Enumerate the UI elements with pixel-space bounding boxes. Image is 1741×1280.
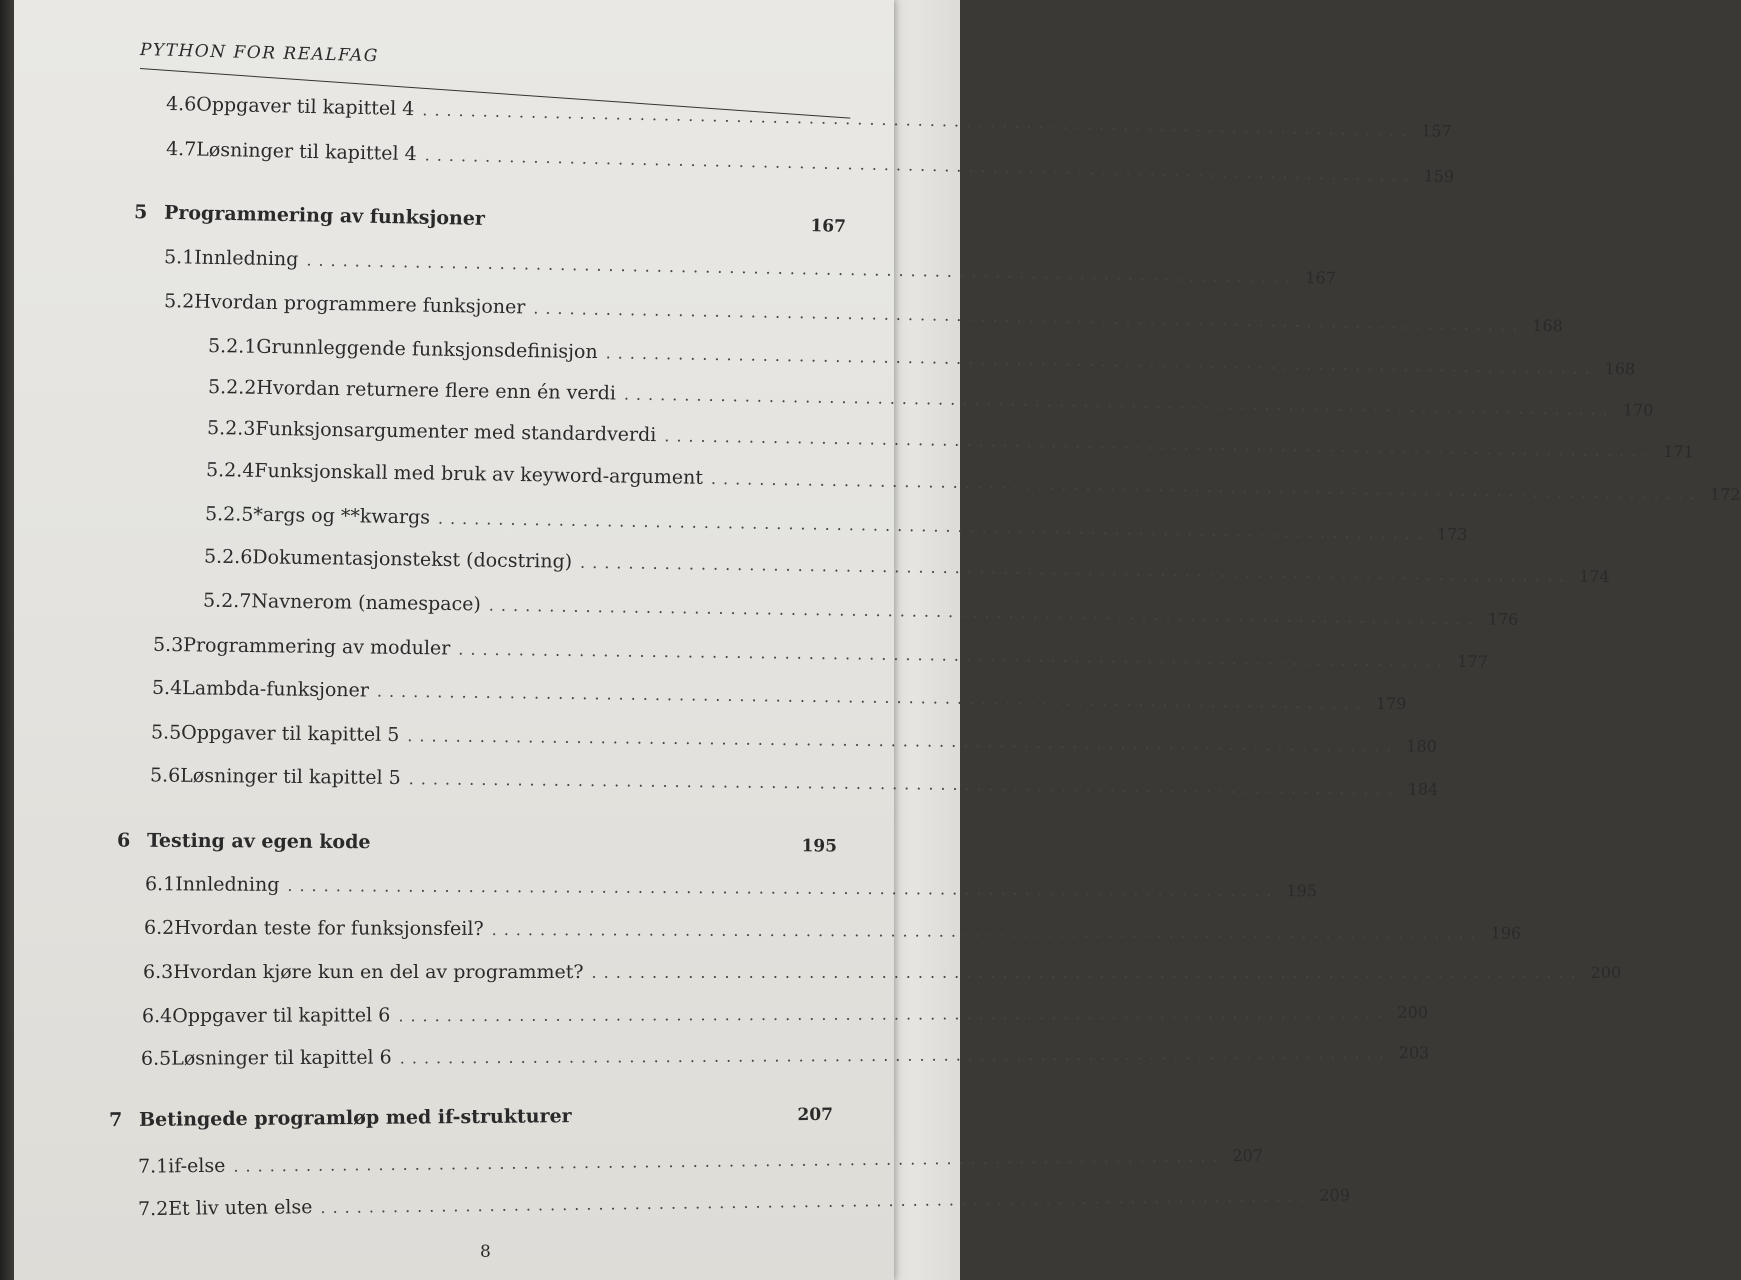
toc-entry xyxy=(137,1145,1264,1178)
toc-chapter-number: 6 xyxy=(116,829,131,852)
toc-entry xyxy=(143,916,1522,943)
toc-entry-number: 5.2.6 xyxy=(203,545,253,569)
toc-entry-title: if-else xyxy=(168,1154,226,1178)
toc-entry-number: 5.2.5 xyxy=(204,503,254,526)
toc-entry xyxy=(152,633,1488,672)
toc-entry-page: 171 xyxy=(1663,441,1694,462)
toc-entry-title: Hvordan returnere flere enn én verdi xyxy=(256,376,617,405)
toc-entry-page: 159 xyxy=(1423,166,1455,186)
toc-entry-number: 5.5 xyxy=(150,721,182,744)
toc-leader-dots: .................................................................................. xyxy=(287,875,1279,901)
toc-entry-title: Lambda-funksjoner xyxy=(182,677,370,702)
toc-leader-dots: .................................................................................. xyxy=(579,552,1572,586)
toc-leader-dots: .................................................................................. xyxy=(623,384,1616,420)
toc-entry-title: *args og **kwargs xyxy=(253,503,431,529)
toc-leader-dots: .................................................................................. xyxy=(422,100,1414,141)
toc-entry-page: 168 xyxy=(1604,358,1636,379)
toc-leader-dots: .................................................................................. xyxy=(408,769,1400,799)
toc-entry-number: 5.2.4 xyxy=(205,459,255,482)
toc-leader-dots: .................................................................................. xyxy=(407,726,1399,756)
toc-entry-page: 174 xyxy=(1578,566,1610,587)
toc-entry-title: Et liv uten else xyxy=(168,1196,313,1220)
toc-leader-dots: .................................................................................. xyxy=(376,681,1369,713)
toc-chapter-title: Testing av egen kode xyxy=(146,829,371,854)
toc-chapter-title: Programmering av funksjoner xyxy=(163,201,486,230)
toc-entry xyxy=(137,1185,1351,1221)
toc-entry-number: 5.4 xyxy=(151,676,183,700)
toc-entry xyxy=(144,873,1318,901)
toc-entry xyxy=(151,676,1407,714)
toc-entry-number: 5.3 xyxy=(152,633,184,657)
toc-subentry xyxy=(207,335,1636,379)
toc-entry-page: 180 xyxy=(1406,736,1437,756)
book-page xyxy=(14,0,1741,1280)
toc-subentry xyxy=(207,376,1654,420)
table-of-contents xyxy=(14,0,1741,1280)
page-number: 8 xyxy=(480,1242,491,1262)
toc-entry-title: Innledning xyxy=(194,246,299,271)
toc-entry-title: Grunnleggende funksjonsdefinisjon xyxy=(256,335,598,364)
toc-leader-dots: .................................................................................. xyxy=(437,508,1430,544)
toc-entry-page: 203 xyxy=(1398,1043,1430,1063)
toc-entry xyxy=(143,961,1622,983)
toc-entry-number: 4.6 xyxy=(165,92,197,116)
toc-subentry xyxy=(205,459,1741,505)
toc-entry-number: 5.2.2 xyxy=(207,376,257,399)
toc-entry-number: 7.2 xyxy=(137,1197,169,1221)
toc-entry-page: 168 xyxy=(1532,315,1563,336)
toc-leader-dots: .................................................................................. xyxy=(233,1146,1225,1176)
toc-leader-dots: .................................................................................. xyxy=(320,1185,1312,1218)
toc-entry-page: 207 xyxy=(1232,1145,1264,1166)
toc-entry-page: 157 xyxy=(1420,121,1452,141)
toc-entry xyxy=(163,246,1337,288)
toc-entry-title: Oppgaver til kapittel 6 xyxy=(172,1004,391,1028)
toc-chapter xyxy=(134,201,846,237)
toc-entry-title: Programmering av moduler xyxy=(183,634,451,660)
toc-leader-dots: .................................................................................. xyxy=(591,963,1583,982)
toc-chapter-page: 207 xyxy=(797,1104,834,1126)
toc-chapter-number: 7 xyxy=(108,1109,123,1132)
toc-entry xyxy=(149,764,1439,799)
toc-entry-number: 6.2 xyxy=(143,916,175,939)
toc-entry-title: Oppgaver til kapittel 4 xyxy=(196,93,415,121)
toc-leader-dots: .................................................................................. xyxy=(488,595,1480,629)
toc-entry-page: 200 xyxy=(1590,963,1622,982)
toc-entry-page: 167 xyxy=(1305,267,1337,288)
toc-entry-number: 5.2.1 xyxy=(207,335,257,358)
running-head: PYTHON FOR REALFAG xyxy=(139,40,380,67)
toc-entry-page: 184 xyxy=(1407,779,1439,799)
toc-entry-title: Dokumentasjonstekst (docstring) xyxy=(252,546,573,573)
toc-entry xyxy=(141,1002,1428,1028)
toc-leader-dots: .................................................................................. xyxy=(605,343,1597,378)
toc-entry-title: Løsninger til kapittel 6 xyxy=(171,1046,392,1070)
toc-leader-dots: .................................................................................. xyxy=(399,1043,1391,1068)
toc-entry-title: Hvordan kjøre kun en del av programmet? xyxy=(173,961,584,983)
toc-entry-page: 173 xyxy=(1436,524,1468,544)
toc-leader-dots: .................................................................................. xyxy=(398,1002,1390,1026)
toc-entry-page: 196 xyxy=(1490,923,1522,943)
toc-chapter-page: 167 xyxy=(810,216,847,237)
toc-entry-title: Navnerom (namespace) xyxy=(251,590,482,616)
toc-entry-number: 6.4 xyxy=(141,1005,173,1028)
toc-entry xyxy=(165,137,1455,186)
toc-subentry xyxy=(203,545,1610,587)
toc-entry-title: Funksjonskall med bruk av keyword-argument xyxy=(254,459,704,489)
toc-entry-number: 5.1 xyxy=(163,246,195,269)
toc-leader-dots: .................................................................................. xyxy=(306,250,1298,287)
toc-entry-page: 200 xyxy=(1397,1002,1428,1022)
toc-entry-page: 177 xyxy=(1457,651,1488,672)
toc-entry-number: 6.1 xyxy=(144,873,176,896)
toc-leader-space xyxy=(493,210,803,235)
toc-entry-page: 176 xyxy=(1487,609,1519,629)
toc-leader-dots: .................................................................................. xyxy=(710,468,1703,504)
toc-entry-title: Løsninger til kapittel 5 xyxy=(180,764,401,790)
toc-entry-number: 5.2.7 xyxy=(202,589,252,613)
toc-entry-page: 170 xyxy=(1622,400,1654,420)
toc-entry-number: 4.7 xyxy=(165,137,197,161)
toc-chapter xyxy=(117,829,837,856)
toc-entry xyxy=(163,290,1563,336)
toc-leader-space xyxy=(580,1105,790,1126)
toc-entry-title: Oppgaver til kapittel 5 xyxy=(181,721,400,747)
toc-chapter-page: 195 xyxy=(801,836,838,857)
toc-entry xyxy=(165,92,1452,141)
toc-entry-page: 172 xyxy=(1709,484,1741,505)
toc-entry-number: 5.2.3 xyxy=(206,417,256,440)
toc-entry-number: 5.2 xyxy=(163,290,195,313)
toc-entry xyxy=(140,1043,1430,1070)
toc-entry xyxy=(150,721,1437,756)
toc-leader-space xyxy=(378,833,793,855)
toc-entry-page: 209 xyxy=(1319,1185,1351,1205)
toc-leader-dots: .................................................................................. xyxy=(491,920,1483,943)
toc-entry-title: Hvordan programmere funksjoner xyxy=(194,290,526,319)
toc-entry-page: 179 xyxy=(1375,693,1407,714)
toc-entry-title: Funksjonsargumenter med standardverdi xyxy=(255,417,657,447)
toc-entry-title: Løsninger til kapittel 4 xyxy=(196,138,417,166)
toc-entry-number: 6.3 xyxy=(143,961,174,983)
toc-subentry xyxy=(204,503,1468,544)
toc-leader-dots: .................................................................................. xyxy=(424,145,1416,186)
toc-subentry xyxy=(202,589,1519,629)
toc-leader-dots: .................................................................................. xyxy=(458,639,1450,671)
toc-entry-number: 5.6 xyxy=(149,764,181,787)
toc-entry-number: 7.1 xyxy=(137,1155,169,1178)
toc-entry-title: Innledning xyxy=(175,873,280,896)
toc-subentry xyxy=(206,417,1694,462)
toc-entry-title: Hvordan teste for funksjonsfeil? xyxy=(174,916,484,940)
page-content xyxy=(14,0,1741,1280)
toc-leader-dots: .................................................................................. xyxy=(664,426,1656,461)
toc-leader-dots: .................................................................................. xyxy=(533,298,1525,335)
toc-chapter xyxy=(109,1103,833,1131)
toc-entry-number: 6.5 xyxy=(140,1047,172,1070)
toc-chapter-title: Betingede programløp med if-strukturer xyxy=(138,1105,572,1131)
toc-entry-page: 195 xyxy=(1286,881,1318,901)
toc-chapter-number: 5 xyxy=(133,201,148,224)
